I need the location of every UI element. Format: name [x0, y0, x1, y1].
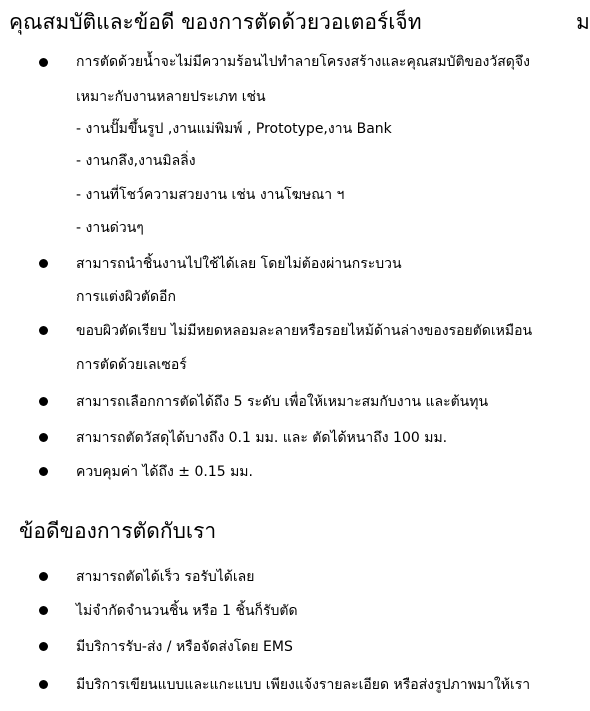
bullet-text-line: มีบริการรับ-ส่ง / หรือจัดส่งโดย EMS: [76, 639, 293, 655]
bullet-icon: [39, 467, 48, 476]
bullet-text-line: สามารถนำชิ้นงานไปใช้ได้เลย โดยไม่ต้องผ่านกระบวน: [76, 256, 402, 272]
bullet-text-line: การแต่งผิวตัดอีก: [76, 289, 176, 305]
bullet-icon: [39, 58, 48, 67]
bullet-text-line: ไม่จำกัดจำนวนชิ้น หรือ 1 ชิ้นก็รับตัด: [76, 603, 298, 619]
bullet-text-line: ขอบผิวตัดเรียบ ไม่มีหยดหลอมละลายหรือรอยไหม้ด้านล่างของรอยตัดเหมือน: [76, 323, 533, 339]
bullet-text-line: มีบริการเขียนแบบและแกะแบบ เพียงแจ้งรายละเอียด หรือส่งรูปภาพมาให้เรา: [76, 677, 531, 693]
bullet-sub-item: - งานกลึง,งานมิลลิ่ง: [76, 153, 196, 169]
section-heading-advantages: ข้อดีของการตัดกับเรา: [19, 519, 217, 543]
bullet-text-line: การตัดด้วยน้ำจะไม่มีความร้อนไปทำลายโครงสร้างและคุณสมบัติของวัสดุจึง: [76, 54, 530, 70]
bullet-icon: [39, 259, 48, 268]
bullet-text-line: สามารถตัดวัสดุได้บางถึง 0.1 มม. และ ตัดได้หนาถึง 100 มม.: [76, 430, 448, 446]
bullet-icon: [39, 680, 48, 689]
bullet-text-line: ควบคุมค่า ได้ถึง ± 0.15 มม.: [76, 464, 253, 480]
bullet-icon: [39, 606, 48, 615]
bullet-sub-item: - งานด่วนๆ: [76, 220, 144, 236]
bullet-text-line: สามารถเลือกการตัดได้ถึง 5 ระดับ เพื่อให้เหมาะสมกับงาน และต้นทุน: [76, 394, 489, 410]
bullet-icon: [39, 572, 48, 581]
bullet-icon: [39, 397, 48, 406]
bullet-text-line: เหมาะกับงานหลายประเภท เช่น: [76, 89, 266, 105]
bullet-icon: [39, 433, 48, 442]
bullet-sub-item: - งานปั๊มขึ้นรูป ,งานแม่พิมพ์ , Prototype,งาน Bank: [76, 121, 392, 137]
bullet-sub-item: - งานที่โชว์ความสวยงาน เช่น งานโฆษณา ฯ: [76, 187, 345, 203]
bullet-icon: [39, 642, 48, 651]
bullet-text-line: การตัดด้วยเลเซอร์: [76, 357, 187, 373]
bullet-icon: [39, 326, 48, 335]
clipped-corner-text: ม: [576, 10, 590, 34]
section-heading-properties: คุณสมบัติและข้อดี ของการตัดด้วยวอเตอร์เจ็ท: [9, 10, 422, 34]
bullet-text-line: สามารถตัดได้เร็ว รอรับได้เลย: [76, 569, 255, 585]
